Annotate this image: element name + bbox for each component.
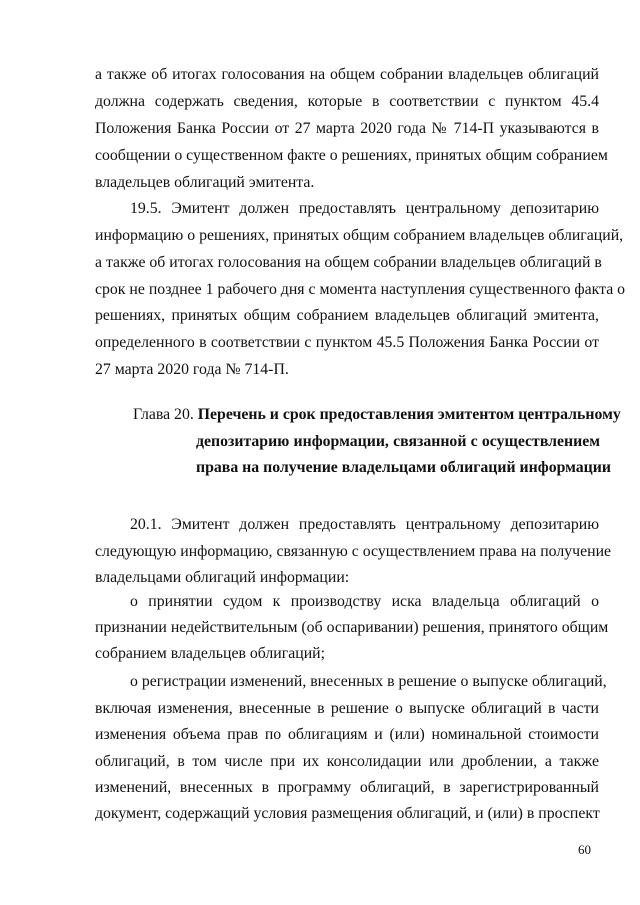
- text-line: о регистрации изменений, внесенных в решение о выпуске облигаций,: [130, 673, 607, 690]
- chapter-title-line: Перечень и срок предоставления эмитентом центральному: [197, 406, 621, 423]
- text-line: облигаций, в том числе при их консолидации или дроблении, а также: [95, 753, 599, 770]
- text-line: а также об итогах голосования на общем собрании владельцев облигаций: [95, 66, 599, 83]
- text-line: определенного в соответствии с пунктом 45.5 Положения Банка России от: [95, 334, 599, 351]
- text-line: изменения объема прав по облигациям и (или) номинальной стоимости: [95, 726, 599, 743]
- text-line: а также об итогах голосования на общем собрании владельцев облигаций в: [95, 254, 602, 271]
- text-line: владельцев облигаций эмитента.: [95, 174, 315, 191]
- text-line: изменений, внесенных в программу облигаций, в зарегистрированный: [95, 779, 599, 796]
- text-line: информацию о решениях, принятых общим собранием владельцев облигаций,: [95, 227, 624, 244]
- text-line: собранием владельцев облигаций;: [95, 645, 325, 662]
- text-line: Положения Банка России от 27 марта 2020 года № 714-П указываются в: [95, 120, 599, 137]
- chapter-prefix: Глава 20.: [133, 406, 194, 423]
- text-line: о принятии судом к производству иска владельца облигаций о: [130, 593, 599, 610]
- text-line: 27 марта 2020 года № 714-П.: [95, 361, 289, 378]
- text-line: 20.1. Эмитент должен предоставлять центральному депозитарию: [130, 516, 599, 533]
- chapter-heading-line: [196, 432, 600, 452]
- text-line: следующую информацию, связанную с осуществлением права на получение: [95, 543, 612, 560]
- text-line: документ, содержащий условия размещения облигаций, и (или) в проспект: [95, 805, 600, 822]
- text-line: включая изменения, внесенные в решение о выпуске облигаций в части: [95, 700, 599, 717]
- text-line: сообщении о существенном факте о решениях, принятых общим собранием: [95, 147, 608, 164]
- page-number: 60: [578, 842, 591, 857]
- chapter-title-line: депозитарию информации, связанной с осуществлением: [196, 433, 600, 450]
- text-line: должна содержать сведения, которые в соответствии с пунктом 45.4: [95, 93, 599, 110]
- text-line: срок не позднее 1 рабочего дня с момента наступления существенного факта о: [95, 281, 626, 298]
- text-line: владельцами облигаций информации:: [95, 569, 350, 586]
- chapter-title-line: права на получение владельцами облигаций информации: [196, 459, 611, 476]
- chapter-heading-line: [196, 458, 611, 478]
- chapter-heading-line: [133, 405, 621, 425]
- text-line: 19.5. Эмитент должен предоставлять центральному депозитарию: [130, 200, 599, 217]
- text-line: решениях, принятых общим собранием владельцев облигаций эмитента,: [95, 307, 599, 324]
- text-line: признании недействительным (об оспаривании) решения, принятого общим: [95, 619, 609, 636]
